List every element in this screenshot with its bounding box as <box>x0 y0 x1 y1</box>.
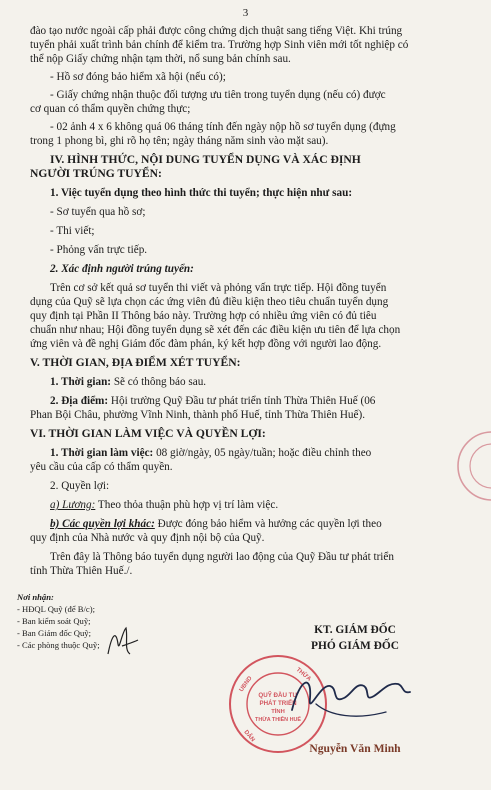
list-item: - 02 ảnh 4 x 6 không quá 06 tháng tính đến ngày nộp hồ sơ tuyển dụng (đựng <box>50 121 396 133</box>
svg-text:DÂN: DÂN <box>242 729 256 744</box>
svg-text:QUỸ ĐẦU TƯ: QUỸ ĐẦU TƯ <box>258 692 298 699</box>
value: Theo thỏa thuận phù hợp vị trí làm việc. <box>95 499 279 511</box>
paragraph-line: đào tạo nước ngoài cấp phải được công chứng dịch thuật sang tiếng Việt. Khi trúng <box>30 25 403 37</box>
recipient-item: - Ban Giám đốc Quỹ; <box>17 628 91 638</box>
value: Được đóng bảo hiểm và hưởng các quyền lợi theo <box>154 518 382 530</box>
paragraph-line: quy định của Nhà nước và quy định nội bộ của Quỹ. <box>30 532 265 544</box>
paragraph-line: Trên cơ sở kết quả sơ tuyển thi viết và phỏng vấn trực tiếp. Hội đồng tuyển <box>50 282 387 294</box>
list-item: - Sơ tuyển qua hồ sơ; <box>50 206 146 218</box>
signature-title: KT. GIÁM ĐỐC <box>314 624 396 636</box>
svg-text:UBND: UBND <box>238 675 254 694</box>
recipient-item: - HĐQL Quỹ (để B/c); <box>17 604 95 614</box>
label: a) Lương: <box>50 499 96 511</box>
paragraph-line: tuyển phải xuất trình bản chính để kiểm tra. Trường hợp Sinh viên mới tốt nghiệp có <box>30 39 409 51</box>
section-heading-v: V. THỜI GIAN, ĐỊA ĐIỂM XÉT TUYỂN: <box>30 356 241 369</box>
paragraph-line: quy định tại Phần II Thông báo này. Trường hợp có nhiều ứng viên có đủ tiêu <box>30 310 377 322</box>
subheading: 1. Việc tuyển dụng theo hình thức thi tuyển; thực hiện như sau: <box>50 187 353 199</box>
signature-subtitle: PHÓ GIÁM ĐỐC <box>311 640 399 652</box>
paragraph-line: Phan Bội Châu, phường Vĩnh Ninh, thành phố Huế, tỉnh Thừa Thiên Huế). <box>30 409 365 421</box>
list-item: - Giấy chứng nhận thuộc đối tượng ưu tiên trong tuyển dụng (nếu có) được <box>50 89 386 101</box>
label: 2. Địa điểm: <box>50 395 109 407</box>
svg-text:TỈNH: TỈNH <box>271 709 285 715</box>
list-item: - Hồ sơ đóng bảo hiểm xã hội (nếu có); <box>50 71 226 83</box>
location-line <box>50 394 491 408</box>
closing-line: tỉnh Thừa Thiên Huế./. <box>30 565 133 577</box>
paragraph-line: trong 1 phong bì, ghi rõ họ tên; ngày tháng năm sinh vào mặt sau). <box>30 135 329 147</box>
paragraph-line: dụng của Quỹ sẽ lựa chọn các ứng viên đủ điều kiện theo tiêu chuẩn tuyển dụng <box>30 296 389 308</box>
value: Sẽ có thông báo sau. <box>111 376 207 388</box>
subheading: 2. Xác định người trúng tuyển: <box>50 263 194 275</box>
partial-stamp-edge <box>418 428 491 502</box>
value: Hội trường Quỹ Đầu tư phát triển tỉnh Thừa Thiên Huế (06 <box>108 395 376 407</box>
closing-line: Trên đây là Thông báo tuyển dụng người lao động của Quỹ Đầu tư phát triển <box>50 551 394 563</box>
label: b) Các quyền lợi khác: <box>50 518 155 530</box>
section-heading-iv-cont: NGƯỜI TRÚNG TUYỂN: <box>30 167 162 180</box>
initials-signature <box>104 624 140 660</box>
recipients-title: Nơi nhận: <box>17 592 54 602</box>
subheading: 2. Quyền lợi: <box>50 480 110 492</box>
svg-text:PHÁT TRIỂN: PHÁT TRIỂN <box>259 700 297 707</box>
paragraph-line: cơ quan có thẩm quyền chứng thực; <box>30 103 191 115</box>
section-heading-vi: VI. THỜI GIAN LÀM VIỆC VÀ QUYỀN LỢI: <box>30 427 266 440</box>
section-heading-iv: IV. HÌNH THỨC, NỘI DUNG TUYỂN DỤNG VÀ XÁC ĐỊNH <box>50 153 361 166</box>
label: 1. Thời gian: <box>50 376 112 388</box>
signer-name: Nguyễn Văn Minh <box>309 742 401 755</box>
paragraph-line: thể nộp Giấy chứng nhận tạm thời, nổ sung bản chính sau. <box>30 53 291 65</box>
handwritten-signature <box>286 664 416 730</box>
paragraph-line: ứng viên và đề nghị Giám đốc đàm phán, ký kết hợp đồng với người lao động. <box>30 338 382 350</box>
svg-text:THỪA THIÊN HUẾ: THỪA THIÊN HUẾ <box>255 717 301 723</box>
list-item: - Thi viết; <box>50 225 95 237</box>
page-number: 3 <box>242 7 249 19</box>
list-item: - Phỏng vấn trực tiếp. <box>50 244 148 256</box>
value: 08 giờ/ngày, 05 ngày/tuần; hoặc điều chỉnh theo <box>153 447 372 459</box>
time-line <box>50 375 491 389</box>
label: 1. Thời gian làm việc: <box>50 447 154 459</box>
recipient-item: - Các phòng thuộc Quỹ; <box>17 640 100 650</box>
paragraph-line: yêu cầu của cấp có thẩm quyền. <box>30 461 173 473</box>
benefits-line <box>50 517 491 531</box>
recipient-item: - Ban kiểm soát Quỹ; <box>17 616 91 626</box>
svg-text:THỪA: THỪA <box>294 666 312 683</box>
paragraph-line: chuẩn như nhau; Hội đồng tuyển dụng sẽ xét đến các điều kiện ưu tiên để lựa chọn <box>30 324 401 336</box>
